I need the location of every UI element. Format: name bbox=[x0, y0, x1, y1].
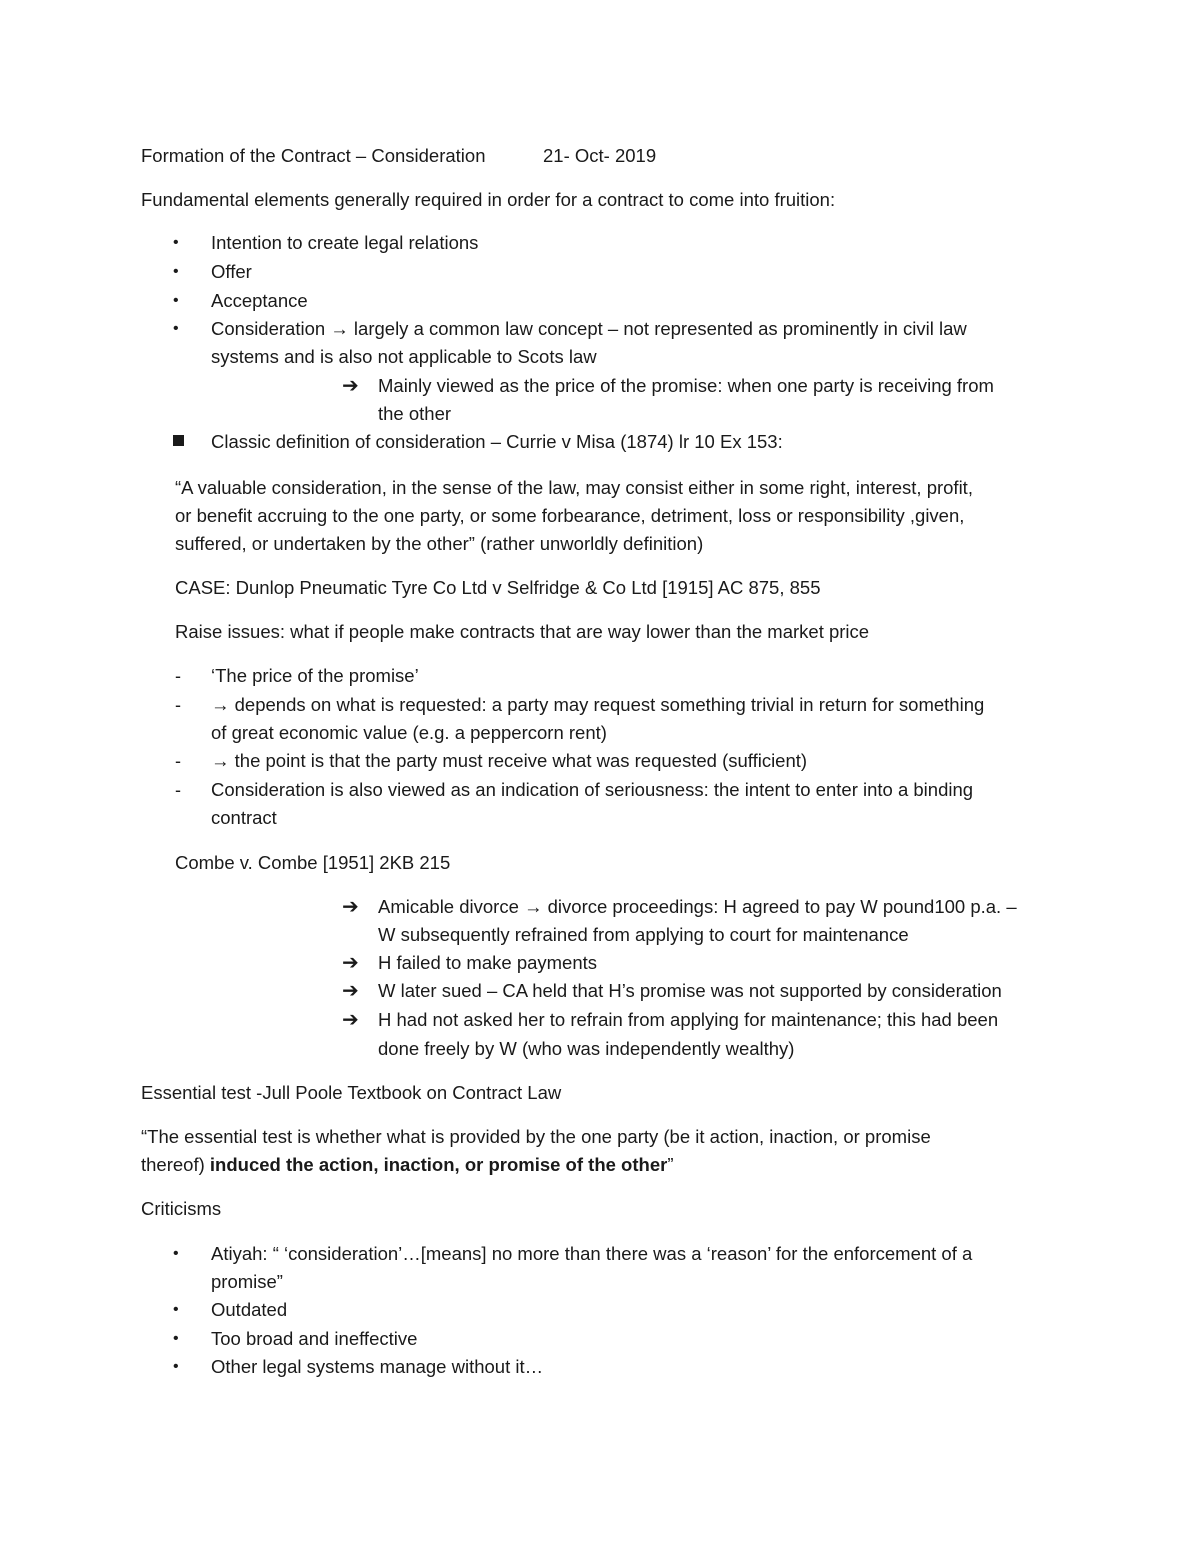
arrow-icon: ➔ bbox=[342, 1009, 359, 1031]
combe-point: H failed to make payments bbox=[378, 952, 598, 973]
list-item-continuation: promise” bbox=[211, 1271, 283, 1292]
list-item: Too broad and ineffective bbox=[211, 1328, 418, 1349]
quote-line: suffered, or undertaken by the other” (rather unworldly definition) bbox=[175, 533, 704, 554]
list-item: Intention to create legal relations bbox=[211, 232, 479, 253]
arrow-icon: ➔ bbox=[342, 896, 359, 918]
list-item-continuation: systems and is also not applicable to Scots law bbox=[211, 346, 597, 367]
bullet-marker: • bbox=[173, 1330, 179, 1347]
criticisms-heading: Criticisms bbox=[141, 1198, 222, 1219]
bullet-marker: • bbox=[173, 292, 179, 309]
intro-paragraph: Fundamental elements generally required in order for a contract to come into fruition: bbox=[141, 189, 836, 210]
document-date: 21- Oct- 2019 bbox=[543, 145, 657, 166]
dash-item-continuation: of great economic value (e.g. a peppercorn rent) bbox=[211, 722, 607, 743]
quote-line bbox=[141, 1151, 673, 1179]
list-item: Consideration → largely a common law concept – not represented as prominently in civil law bbox=[211, 318, 967, 339]
bullet-marker: • bbox=[173, 234, 179, 251]
arrow-icon: ➔ bbox=[342, 980, 359, 1002]
list-item: Other legal systems manage without it… bbox=[211, 1356, 544, 1377]
list-item: Atiyah: “ ‘consideration’…[means] no more than there was a ‘reason’ for the enforcement of a bbox=[211, 1243, 973, 1264]
price-note-continuation: the other bbox=[378, 403, 452, 424]
combe-point-continuation: W subsequently refrained from applying to court for maintenance bbox=[378, 924, 909, 945]
arrow-icon: ➔ bbox=[342, 952, 359, 974]
bullet-marker: • bbox=[173, 1245, 179, 1262]
combe-point-continuation: done freely by W (who was independently wealthy) bbox=[378, 1038, 795, 1059]
dash-marker: - bbox=[175, 751, 181, 771]
case-dunlop: CASE: Dunlop Pneumatic Tyre Co Ltd v Selfridge & Co Ltd [1915] AC 875, 855 bbox=[175, 577, 821, 598]
list-item: Acceptance bbox=[211, 290, 308, 311]
arrow-icon: ➔ bbox=[342, 375, 359, 397]
square-bullet-icon bbox=[173, 428, 184, 456]
dash-item: → depends on what is requested: a party may request something trivial in return for something bbox=[211, 694, 985, 715]
dash-item: ‘The price of the promise’ bbox=[211, 665, 419, 686]
list-item: Outdated bbox=[211, 1299, 288, 1320]
case-combe: Combe v. Combe [1951] 2KB 215 bbox=[175, 852, 451, 873]
combe-point: W later sued – CA held that H’s promise was not supported by consideration bbox=[378, 980, 1002, 1001]
raise-issues: Raise issues: what if people make contracts that are way lower than the market price bbox=[175, 621, 870, 642]
combe-point: Amicable divorce → divorce proceedings: H agreed to pay W pound100 p.a. – bbox=[378, 896, 1017, 917]
bullet-marker: • bbox=[173, 263, 179, 280]
bullet-marker: • bbox=[173, 1358, 179, 1375]
dash-item-continuation: contract bbox=[211, 807, 277, 828]
combe-point: H had not asked her to refrain from applying for maintenance; this had been bbox=[378, 1009, 999, 1030]
dash-marker: - bbox=[175, 695, 181, 715]
quote-close: ” bbox=[667, 1154, 674, 1175]
bullet-marker: • bbox=[173, 320, 179, 337]
dash-marker: - bbox=[175, 780, 181, 800]
bullet-marker: • bbox=[173, 1301, 179, 1318]
dash-item: Consideration is also viewed as an indication of seriousness: the intent to enter into a binding bbox=[211, 779, 974, 800]
list-item: Offer bbox=[211, 261, 252, 282]
dash-item: → the point is that the party must receive what was requested (sufficient) bbox=[211, 750, 808, 771]
quote-line: or benefit accruing to the one party, or some forbearance, detriment, loss or responsibility ,given, bbox=[175, 505, 965, 526]
document-title: Formation of the Contract – Consideration bbox=[141, 145, 486, 166]
dash-marker: - bbox=[175, 666, 181, 686]
classic-definition: Classic definition of consideration – Currie v Misa (1874) lr 10 Ex 153: bbox=[211, 431, 783, 452]
quote-line: “The essential test is whether what is provided by the one party (be it action, inaction, or promise bbox=[141, 1126, 931, 1147]
quote-line: “A valuable consideration, in the sense of the law, may consist either in some right, interest, profit, bbox=[175, 477, 973, 498]
price-note: Mainly viewed as the price of the promise: when one party is receiving from bbox=[378, 375, 994, 396]
quote-bold-text: induced the action, inaction, or promise of the other bbox=[209, 1154, 668, 1175]
quote-text: thereof) bbox=[141, 1154, 210, 1175]
essential-test-heading: Essential test -Jull Poole Textbook on Contract Law bbox=[141, 1082, 562, 1103]
